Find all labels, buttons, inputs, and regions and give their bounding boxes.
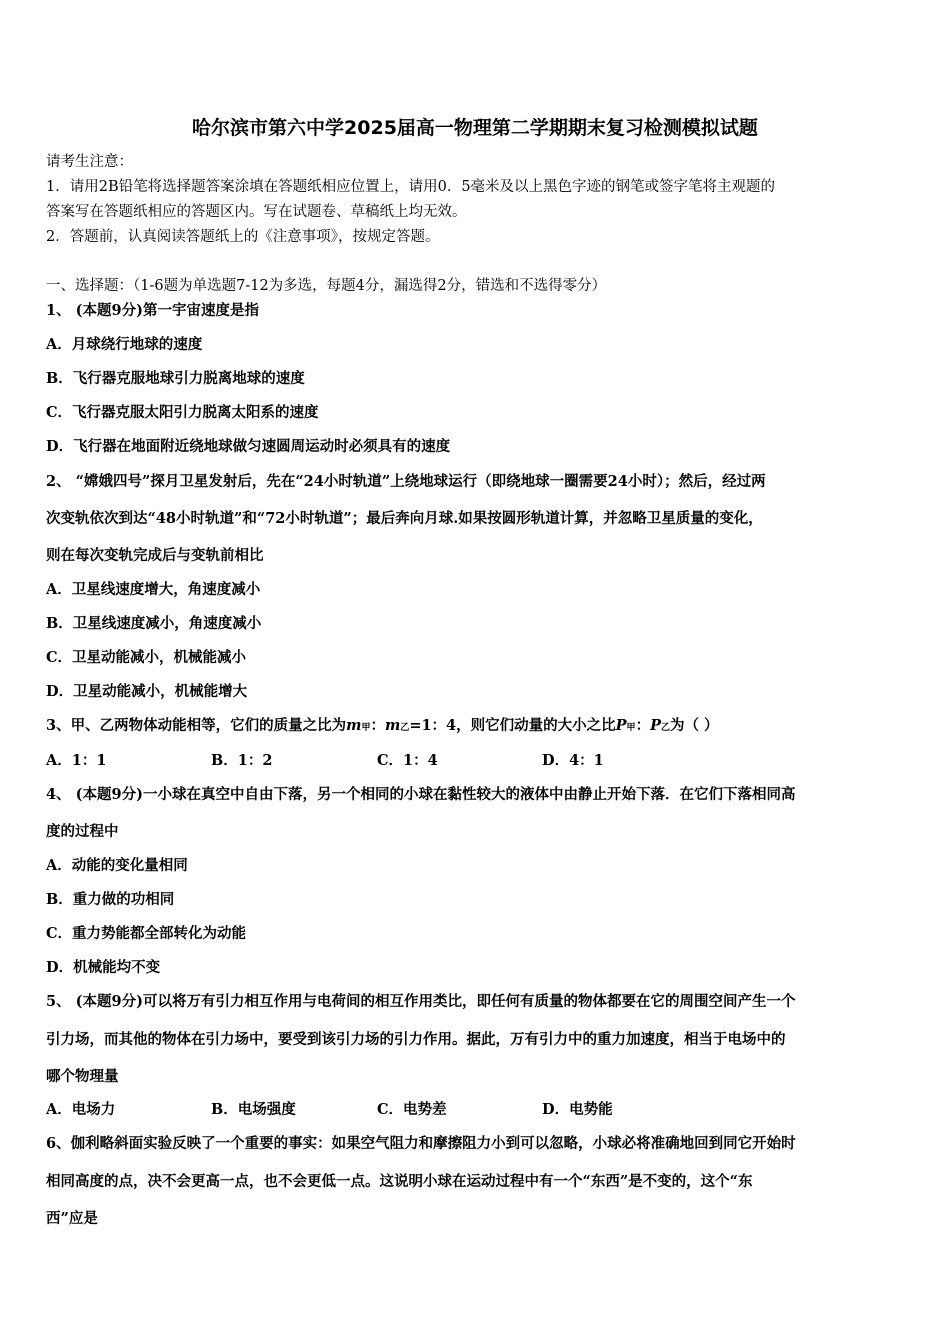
q3-option-b: B．1：2 — [211, 752, 273, 769]
q2-option-b: B．卫星线速度减小，角速度减小 — [46, 615, 262, 632]
q1-option-a: A．月球绕行地球的速度 — [46, 336, 203, 353]
notice-item-1-cont: 答案写在答题纸相应的答题区内。写在试题卷、草稿纸上均无效。 — [46, 204, 467, 220]
q3-stem-text: 3、甲、乙两物体动能相等，它们的质量之比为 — [46, 717, 347, 734]
q2-option-a: A．卫星线速度增大，角速度减小 — [46, 581, 261, 598]
q5-option-a: A．电场力 — [46, 1101, 116, 1118]
q3-sub-yi-1: 乙 — [400, 723, 410, 733]
q2-option-c: C．卫星动能减小，机械能减小 — [46, 649, 247, 666]
q3-option-c: C．1：4 — [377, 752, 438, 769]
q2-stem-line-1: 2、 “嫦娥四号”探月卫星发射后，先在“24小时轨道”上绕地球运行（即绕地球一圈需要24小时）；然后，经过两 — [46, 473, 766, 490]
q5-option-d: D．电势能 — [542, 1101, 613, 1118]
q5-stem-line-1: 5、 (本题9分)可以将万有引力相互作用与电荷间的相互作用类比，即任何有质量的物体都要在它的周围空间产生一个 — [46, 993, 796, 1010]
q2-stem-line-3: 则在每次变轨完成后与变轨前相比 — [46, 547, 264, 564]
q2-option-d: D．卫星动能减小，机械能增大 — [46, 683, 248, 700]
q5-stem-line-3: 哪个物理量 — [46, 1068, 119, 1085]
exam-title: 哈尔滨市第六中学2025届高一物理第二学期期末复习检测模拟试题 — [192, 117, 758, 139]
q1-option-b: B．飞行器克服地球引力脱离地球的速度 — [46, 370, 305, 387]
notice-item-1: 1．请用2B铅笔将选择题答案涂填在答题纸相应位置上，请用0．5毫米及以上黑色字迹的钢笔或签字笔将主观题的 — [46, 179, 776, 195]
q3-ratio: =1：4，则它们动量的大小之比 — [409, 717, 616, 734]
q1-option-d: D．飞行器在地面附近绕地球做匀速圆周运动时必须具有的速度 — [46, 438, 451, 455]
q3-option-d: D．4：1 — [542, 752, 604, 769]
q5-option-c: C．电势差 — [377, 1101, 447, 1118]
q4-option-a: A．动能的变化量相同 — [46, 857, 188, 874]
q5-options — [46, 1100, 908, 1120]
q4-stem-line-1: 4、 (本题9分)一小球在真空中自由下落，另一个相同的小球在黏性较大的液体中由静止开始下落．在它们下落相同高 — [46, 786, 796, 803]
q1-option-c: C．飞行器克服太阳引力脱离太阳系的速度 — [46, 404, 319, 421]
q6-stem-line-1: 6、伽利略斜面实验反映了一个重要的事实：如果空气阻力和摩擦阻力小到可以忽略，小球必将准确地回到同它开始时 — [46, 1135, 796, 1152]
q3-sub-yi-2: 乙 — [660, 723, 670, 733]
q3-mass-symbol-2: m — [384, 717, 401, 734]
q3-stem-end: 为（ ） — [669, 717, 719, 734]
q3-momentum-symbol-1: P — [615, 717, 627, 734]
q4-option-c: C．重力势能都全部转化为动能 — [46, 925, 247, 942]
q1-stem: 1、 (本题9分)第一宇宙速度是指 — [46, 302, 259, 319]
q2-stem-line-2: 次变轨依次到达“48小时轨道”和“72小时轨道”；最后奔向月球.如果按圆形轨道计算，并忽略卫星质量的变化， — [46, 510, 763, 527]
q3-colon-1: ： — [370, 717, 385, 734]
q3-mass-symbol-1: m — [346, 717, 362, 734]
q4-option-d: D．机械能均不变 — [46, 959, 161, 976]
q3-momentum-symbol-2: P — [650, 717, 661, 734]
q3-option-a: A．1：1 — [46, 752, 107, 769]
notice-item-2: 2．答题前，认真阅读答题纸上的《注意事项》，按规定答题。 — [46, 229, 440, 245]
section-header: 一、选择题：（1-6题为单选题7-12为多选，每题4分，漏选得2分，错选和不选得零分） — [46, 278, 607, 294]
q3-options — [46, 751, 908, 771]
q3-sub-jia-1: 甲 — [361, 723, 371, 733]
notice-heading: 请考生注意： — [46, 154, 133, 170]
q6-stem-line-3: 西”应是 — [46, 1210, 98, 1227]
q5-stem-line-2: 引力场，而其他的物体在引力场中，要受到该引力场的引力作用。据此，万有引力中的重力加速度，相当于电场中的 — [46, 1031, 786, 1048]
q3-stem — [46, 716, 908, 738]
q6-stem-line-2: 相同高度的点，决不会更高一点，也不会更低一点。这说明小球在运动过程中有一个“东西”是不变的，这个“东 — [46, 1173, 753, 1190]
q4-option-b: B．重力做的功相同 — [46, 891, 175, 908]
q3-colon-2: ： — [635, 717, 651, 734]
q3-sub-jia-2: 甲 — [626, 723, 636, 733]
q4-stem-line-2: 度的过程中 — [46, 823, 119, 840]
q5-option-b: B．电场强度 — [211, 1101, 296, 1118]
